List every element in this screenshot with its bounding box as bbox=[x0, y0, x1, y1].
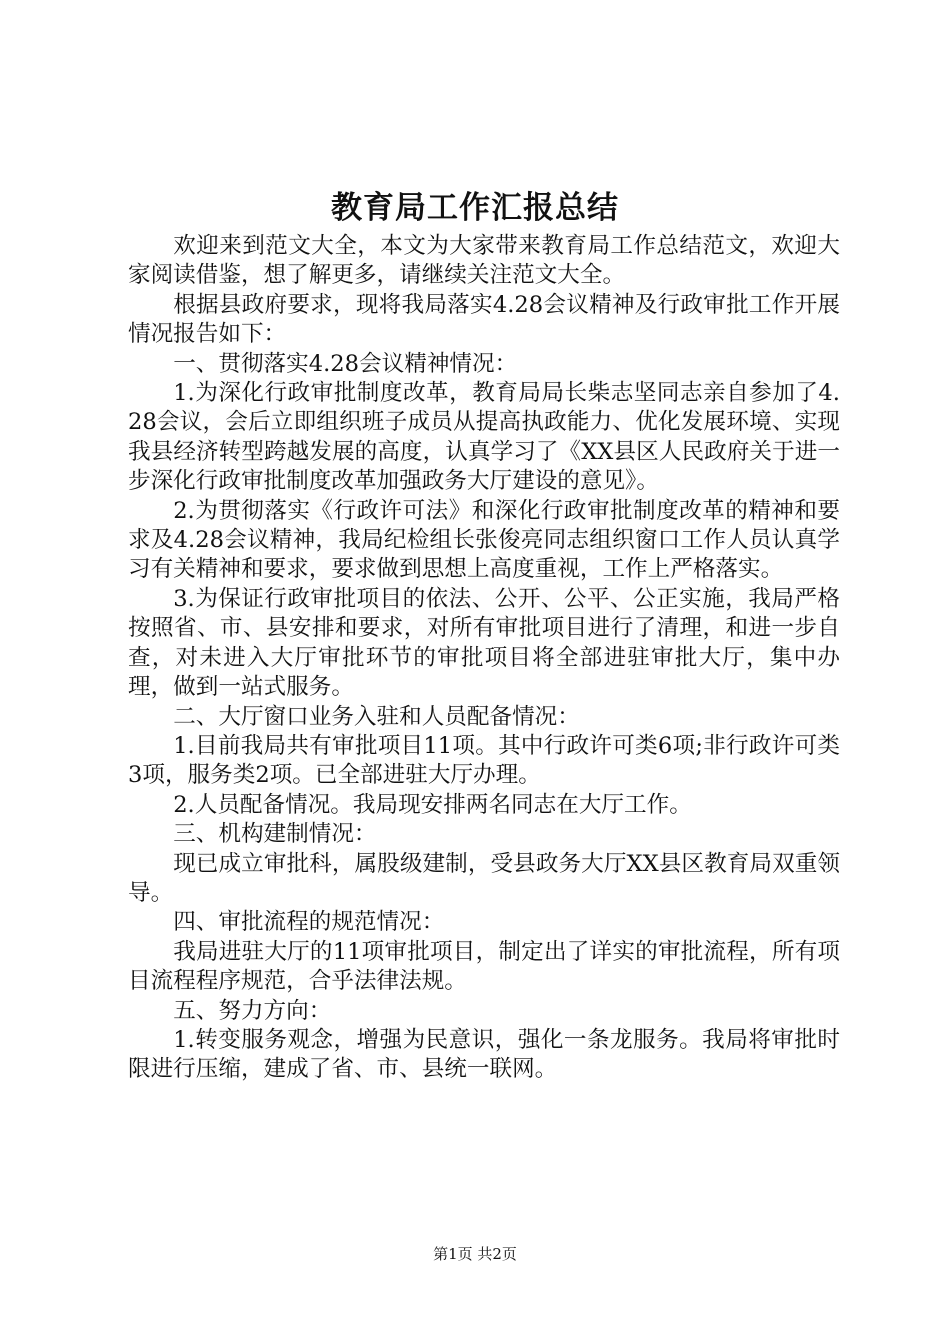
paragraph-item-4: 我局进驻大厅的11项审批项目，制定出了详实的审批流程，所有项目流程程序规范，合乎法律法规。 bbox=[128, 938, 840, 995]
paragraph-item-1-1: 1.为深化行政审批制度改革，教育局局长柴志坚同志亲自参加了4.28会议，会后立即组织班子成员从提高执政能力、优化发展环境、实现我县经济转型跨越发展的高度，认真学习了《XX县区人民政府关于进一步深化行政审批制度改革加强政务大厅建设的意见》。 bbox=[128, 380, 840, 495]
section-heading-4: 四、审批流程的规范情况： bbox=[173, 909, 445, 936]
section-heading-2: 二、大厅窗口业务入驻和人员配备情况： bbox=[173, 703, 580, 730]
paragraph-item-5-1: 1.转变服务观念，增强为民意识，强化一条龙服务。我局将审批时限进行压缩，建成了省、市、县统一联网。 bbox=[128, 1026, 840, 1083]
document-body bbox=[128, 232, 840, 1085]
paragraph-item-3: 现已成立审批科，属股级建制，受县政务大厅XX县区教育局双重领导。 bbox=[128, 850, 840, 906]
paragraph-intro: 欢迎来到范文大全，本文为大家带来教育局工作总结范文，欢迎大家阅读借鉴，想了解更多，请继续关注范文大全。 bbox=[128, 233, 840, 289]
paragraph-item-2-1: 1.目前我局共有审批项目11项。其中行政许可类6项;非行政许可类3项，服务类2项。已全部进驻大厅办理。 bbox=[128, 732, 840, 789]
section-heading-5: 五、努力方向： bbox=[173, 997, 332, 1024]
paragraph-item-2-2: 2.人员配备情况。我局现安排两名同志在大厅工作。 bbox=[173, 791, 692, 818]
section-heading-1: 一、贯彻落实4.28会议精神情况： bbox=[173, 350, 518, 377]
section-heading-3: 三、机构建制情况： bbox=[173, 821, 377, 848]
paragraph-item-1-3: 3.为保证行政审批项目的依法、公开、公平、公正实施，我局严格按照省、市、县安排和要求，对所有审批项目进行了清理，和进一步自查，对未进入大厅审批环节的审批项目将全部进驻审批大厅，集中办理，做到一站式服务。 bbox=[128, 585, 840, 701]
page-number-footer: 第1页 共2页 bbox=[433, 1245, 517, 1263]
paragraph-report-lead: 根据县政府要求，现将我局落实4.28会议精神及行政审批工作开展情况报告如下： bbox=[128, 291, 840, 348]
paragraph-item-1-2: 2.为贯彻落实《行政许可法》和深化行政审批制度改革的精神和要求及4.28会议精神，我局纪检组长张俊亮同志组织窗口工作人员认真学习有关精神和要求，要求做到思想上高度重视，工作上严格落实。 bbox=[128, 497, 840, 583]
document-title: 教育局工作汇报总结 bbox=[331, 190, 619, 226]
